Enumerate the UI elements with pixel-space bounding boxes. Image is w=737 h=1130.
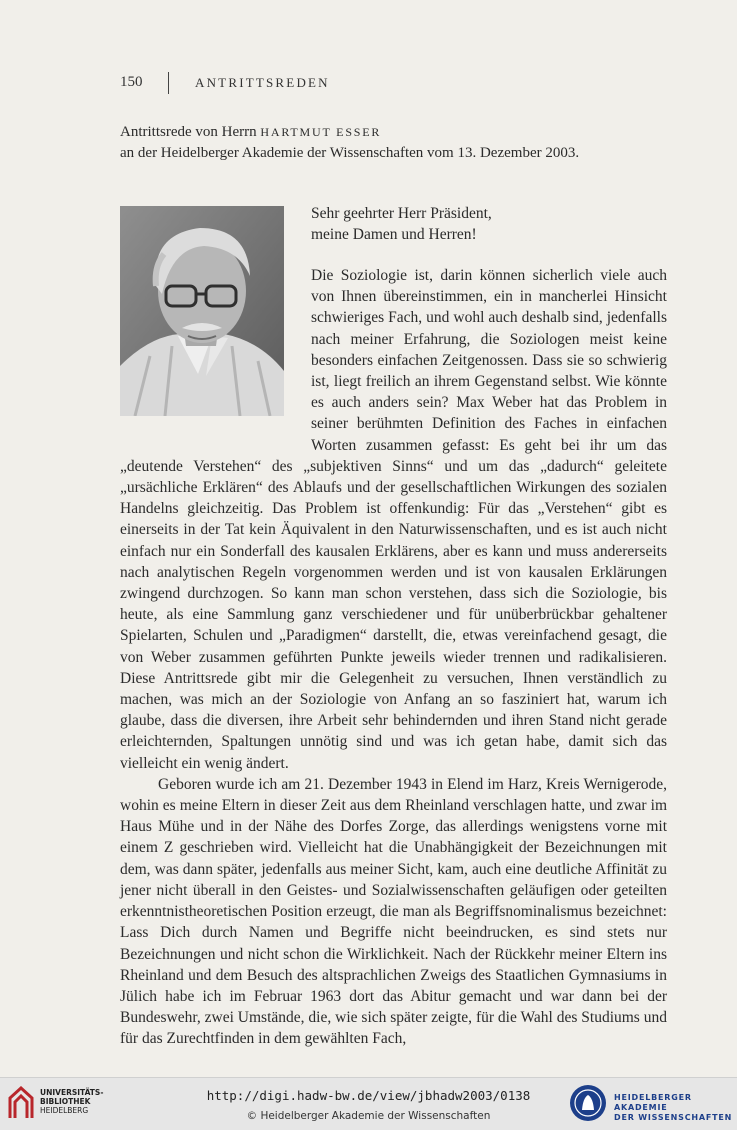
heading-prefix: Antrittsrede von Herrn bbox=[120, 124, 261, 140]
page-number: 150 bbox=[120, 74, 143, 90]
portrait-wrap-spacer bbox=[120, 265, 311, 438]
ub-line-3: HEIDELBERG bbox=[40, 1106, 89, 1115]
salutation bbox=[311, 203, 671, 245]
paragraph-2: Geboren wurde ich am 21. Dezember 1943 in Elend im Harz, Kreis Wernigerode, wohin es meine Eltern in dieser Zeit aus dem Rheinland verschlagen hatte, und zwar im Haus Mühe und in der Nähe des Dorfes Zorge, das allerdings wenigstens vorne mit einem Z geschrieben wird. Vielleicht hat die Unabhängigkeit der Bezeichnungen mit dem, was dann später, jedenfalls aus meiner Sicht, kam, auch eine deutliche Affinität zu jener nicht überall in den Geistes- und Sozialwissenschaften geläufigen oder geteilten erkenntnistheoretischen Position erzeugt, die man als Begriffsnominalismus bezeichnet: Lass Dich durch Namen und Begriffe nicht beeindrucken, es sind stets nur Bezeichnungen und nicht schon die Wirklichkeit. Nach der Rückkehr meiner Eltern ins Rheinland und dem Besuch des altsprachlichen Zweigs des Staatlichen Gymnasiums in Jülich habe ich im Februar 1963 dort das Abitur gemacht und war dann bei der Bundeswehr, zwei Umstände, die, wie sich später zeigte, für die Wahl des Studiums und für das Zurechtfinden in dem gewählten Fach, bbox=[120, 775, 667, 1048]
salutation-line-2: meine Damen und Herren! bbox=[311, 226, 477, 243]
ub-line-1: UNIVERSITÄTS- bbox=[40, 1088, 104, 1097]
body-text bbox=[120, 265, 667, 1050]
academy-seal-icon bbox=[569, 1084, 607, 1122]
ub-line-2: BIBLIOTHEK bbox=[40, 1097, 91, 1106]
academy-line-2: DER WISSENSCHAFTEN bbox=[614, 1113, 733, 1122]
academy-line-1: HEIDELBERGER AKADEMIE bbox=[614, 1093, 692, 1112]
heading-line-2: an der Heidelberger Akademie der Wissenschaften vom 13. Dezember 2003. bbox=[120, 145, 580, 161]
viewer-footer bbox=[0, 1077, 737, 1130]
permalink-url[interactable]: http://digi.hadw-bw.de/view/jbhadw2003/0138 bbox=[206, 1088, 531, 1103]
header-divider bbox=[168, 72, 169, 94]
academy-name bbox=[614, 1093, 737, 1123]
speech-heading bbox=[120, 122, 680, 164]
salutation-line-1: Sehr geehrter Herr Präsident, bbox=[311, 205, 492, 222]
speaker-name: HARTMUT ESSER bbox=[260, 125, 382, 139]
running-title: ANTRITTSREDEN bbox=[195, 75, 330, 90]
paragraph-1: Die Soziologie ist, darin können sicherlich viele auch von Ihnen übereinstimmen, ein in mancherlei Hinsicht schwieriges Fach, und wohl auch deshalb sind, jedenfalls nach meiner Erfahrung, die Soziologen meist keine besonders einfachen Zeitgenossen. Dass sie so schwierig ist, liegt freilich an ihrem Gegenstand selbst. Wie könnte es auch anders sein? Max Weber hat das Problem in seiner berühmten Definition des Faches in einfachen Worten zusammen gefasst: Es geht bei ihr um das „deutende Verstehen“ des „subjektiven Sinns“ und um das „dadurch“ geleitete „ursächliche Erklären“ des Ablaufs und der gesellschaftlichen Wirkungen des sozialen Handelns gleichzeitig. Das Problem ist offenkundig: Für das „Verstehen“ gibt es einerseits in der Tat kein Äquivalent in den Naturwissenschaften, und es ist auch nicht einfach nur ein Sonderfall des kausalen Erklärens, aber es kann und muss andererseits nach analytischen Regeln vorgenommen werden und ist von kausalen Erklärungen zwingend durchzogen. So kann man schon verstehen, dass sich die Soziologie, bis heute, als eine Sammlung ganz verschiedener und für unüberbrückbar gehaltener Spielarten, Schulen und „Paradigmen“ darstellt, die, etwas vereinfachend gesagt, die von Weber zusammen geführten Punkte jeweils wieder trennen und radikalisieren. Diese Antrittsrede gibt mir die Gelegenheit zu versuchen, Ihnen verständlich zu machen, was mich an der Soziologie von Anfang an so fasziniert hat, warum ich glaube, dass die diversen, ihre Arbeit sehr behindernden und ihren Stand nicht gerade erleichternden, Spaltungen unnötig sind und was ich getan habe, damit sich das vielleicht ein wenig ändert. bbox=[120, 267, 667, 772]
copyright-notice: © Heidelberger Akademie der Wissenschaften bbox=[246, 1110, 491, 1122]
heading-line-1 bbox=[120, 122, 680, 143]
